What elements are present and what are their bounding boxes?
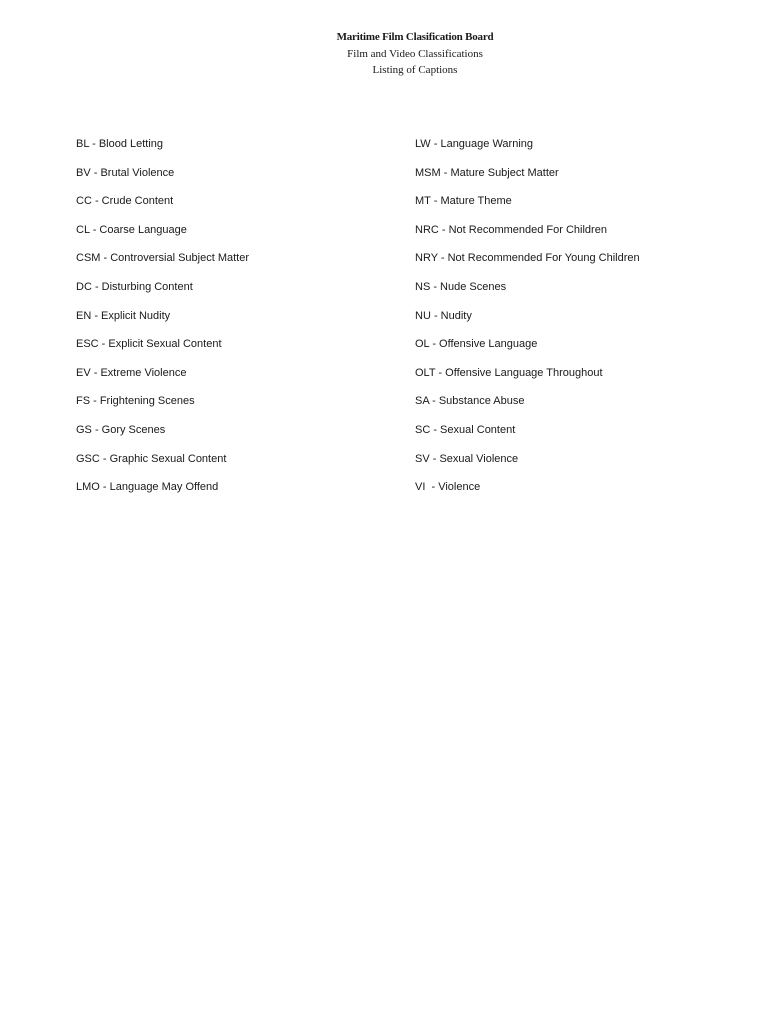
document-header [0, 29, 768, 79]
caption-entry: BL - Blood Letting [76, 138, 164, 150]
caption-entry: CC - Crude Content [76, 195, 174, 208]
caption-entry: NRC - Not Recommended For Children [415, 223, 607, 236]
caption-entry: BV - Brutal Violence [76, 166, 175, 179]
caption-entry: SV - Sexual Violence [415, 452, 519, 465]
document-subtitle: Film and Video Classifications [347, 47, 483, 60]
caption-entry: LMO - Language May Offend [76, 481, 219, 494]
caption-entry: SA - Substance Abuse [415, 395, 525, 408]
caption-entry: OLT - Offensive Language Throughout [415, 366, 603, 379]
caption-entry: SC - Sexual Content [415, 423, 516, 436]
caption-entry: MT - Mature Theme [415, 195, 512, 208]
caption-entry: MSM - Mature Subject Matter [415, 166, 559, 179]
caption-entry: NS - Nude Scenes [415, 280, 507, 293]
caption-entry: DC - Disturbing Content [76, 280, 193, 293]
caption-entry: OL - Offensive Language [415, 338, 538, 351]
caption-entry: EN - Explicit Nudity [76, 309, 171, 322]
caption-entry: ESC - Explicit Sexual Content [76, 338, 222, 351]
caption-entry: CL - Coarse Language [76, 223, 187, 236]
document-title: Maritime Film Clasification Board [336, 31, 494, 43]
captions-right-column [415, 136, 640, 508]
caption-entry: EV - Extreme Violence [76, 366, 187, 379]
caption-entry: CSM - Controversial Subject Matter [76, 252, 249, 265]
caption-entry: GSC - Graphic Sexual Content [76, 452, 227, 465]
captions-left-column [76, 136, 249, 508]
caption-entry: VI - Violence [415, 481, 481, 494]
caption-entry: FS - Frightening Scenes [76, 395, 195, 408]
document-subheading: Listing of Captions [372, 64, 458, 76]
caption-entry: LW - Language Warning [415, 138, 534, 150]
caption-entry: GS - Gory Scenes [76, 423, 166, 436]
caption-entry: NU - Nudity [415, 309, 472, 322]
caption-entry: NRY - Not Recommended For Young Children [415, 252, 640, 265]
